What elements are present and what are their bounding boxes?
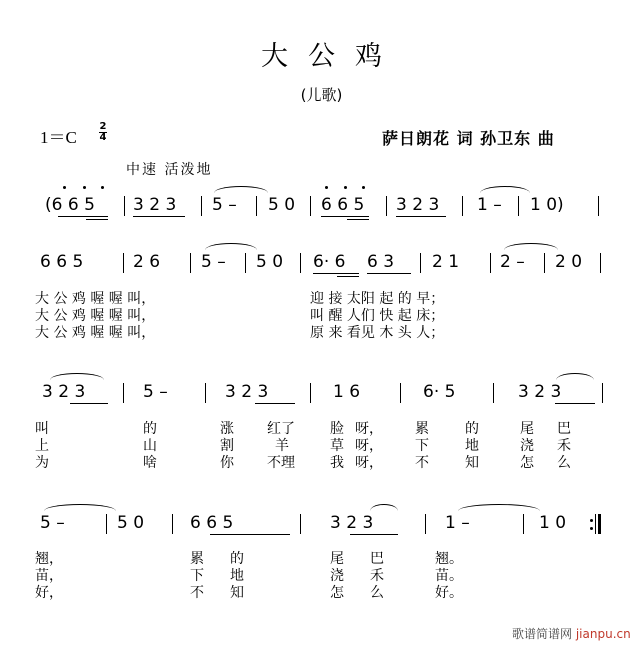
measure: 1 0: [539, 513, 567, 533]
measure: 6 6 5: [321, 195, 365, 215]
lyric-syllable: 知: [465, 455, 479, 471]
lyric-syllable: 呀，: [355, 421, 383, 437]
credits: 萨日朗花 词 孙卫东 曲: [382, 129, 555, 148]
lyric-syllable: 草: [330, 438, 344, 454]
lyric-syllable: 么: [370, 585, 384, 601]
lyric-syllable: 的: [143, 421, 157, 437]
watermark-url: jianpu.cn: [575, 627, 631, 641]
tempo-marking: 中速 活泼地: [126, 162, 213, 178]
lyric-syllable: 红了: [267, 421, 295, 437]
notation-line-4: [0, 513, 643, 543]
lyric-syllable: 巴: [370, 551, 384, 567]
measure: 2 –: [500, 252, 525, 272]
lyric-syllable: 的: [230, 551, 244, 567]
song-subtitle: (儿歌): [300, 86, 343, 104]
measure: 1 6: [333, 382, 361, 402]
lyric-syllable: 么: [557, 455, 571, 471]
lyric-syllable: 地: [465, 438, 479, 454]
measure: 5 0: [268, 195, 296, 215]
lyric-line: 大 公 鸡 喔 喔 叫，: [35, 308, 156, 324]
measure: 1 –: [445, 513, 470, 533]
lyric-syllable: 你: [220, 455, 234, 471]
time-signature-bottom: 4: [99, 132, 107, 143]
lyric-syllable: 下: [190, 568, 204, 584]
lyric-syllable: 地: [230, 568, 244, 584]
lyric-syllable: 怎: [330, 585, 344, 601]
lyric-syllable: 翘，: [35, 551, 63, 567]
key-signature: 1＝C: [40, 128, 77, 147]
measure: 6 6 5: [40, 252, 84, 272]
measure: 3 2 3: [133, 195, 177, 215]
measure: 6· 6: [313, 252, 346, 272]
lyric-syllable: 苗。: [435, 568, 463, 584]
lyric-line: 迎 接 太阳 起 的 早；: [310, 291, 445, 307]
lyric-syllable: 上: [35, 438, 49, 454]
measure: 5 0: [256, 252, 284, 272]
lyric-syllable: 尾: [520, 421, 534, 437]
time-signature: [99, 122, 107, 143]
measure: 3 2 3: [225, 382, 269, 402]
time-signature-top: 2: [99, 121, 107, 132]
lyric-syllable: 为: [35, 455, 49, 471]
measure: 5 –: [40, 513, 65, 533]
lyric-syllable: 割: [220, 438, 234, 454]
lyric-syllable: 呀，: [355, 438, 383, 454]
measure: 6· 5: [423, 382, 456, 402]
measure: 5 –: [201, 252, 226, 272]
notation-line-2: [0, 252, 643, 282]
watermark: [512, 625, 631, 642]
lyric-syllable: 知: [230, 585, 244, 601]
measure: 3 2 3: [518, 382, 562, 402]
lyrics-block-1: [35, 288, 635, 348]
lyric-syllable: 不: [415, 455, 429, 471]
lyric-syllable: 山: [143, 438, 157, 454]
lyric-syllable: 下: [415, 438, 429, 454]
lyric-syllable: 不理: [267, 455, 295, 471]
lyric-syllable: 啥: [143, 455, 157, 471]
lyric-syllable: 好，: [35, 585, 63, 601]
lyric-syllable: 浇: [330, 568, 344, 584]
measure: 3 2 3: [42, 382, 86, 402]
lyric-syllable: 翘。: [435, 551, 463, 567]
lyric-syllable: 累: [190, 551, 204, 567]
lyric-syllable: 禾: [557, 438, 571, 454]
measure: 6 6 5: [190, 513, 234, 533]
lyric-syllable: 浇: [520, 438, 534, 454]
lyric-syllable: 怎: [520, 455, 534, 471]
lyric-syllable: 尾: [330, 551, 344, 567]
lyric-syllable: 叫: [35, 421, 49, 437]
measure: 3 2 3: [396, 195, 440, 215]
measure: 2 6: [133, 252, 161, 272]
measure: 5 –: [143, 382, 168, 402]
lyric-line: 大 公 鸡 喔 喔 叫，: [35, 325, 156, 341]
lyric-syllable: 不: [190, 585, 204, 601]
lyric-syllable: 巴: [557, 421, 571, 437]
lyric-line: 原 来 看见 木 头 人；: [310, 325, 445, 341]
lyric-syllable: 羊: [275, 438, 289, 454]
measure: 6 3: [367, 252, 395, 272]
lyric-syllable: 呀，: [355, 455, 383, 471]
lyric-line: 叫 醒 人们 快 起 床；: [310, 308, 445, 324]
watermark-site: 歌谱简谱网: [512, 627, 573, 641]
measure: 1 –: [477, 195, 502, 215]
lyric-syllable: 涨: [220, 421, 234, 437]
lyric-syllable: 的: [465, 421, 479, 437]
lyrics-block-2: [35, 418, 635, 478]
notation-line-1: [0, 195, 643, 225]
lyric-syllable: 我: [330, 455, 344, 471]
lyric-line: 大 公 鸡 喔 喔 叫，: [35, 291, 156, 307]
measure: 2 1: [432, 252, 460, 272]
measure: (6 6 5: [45, 195, 95, 215]
lyric-syllable: 禾: [370, 568, 384, 584]
lyric-syllable: 累: [415, 421, 429, 437]
measure: 1 0): [530, 195, 564, 215]
measure: 5 0: [117, 513, 145, 533]
lyric-syllable: 脸: [330, 421, 344, 437]
lyric-syllable: 苗，: [35, 568, 63, 584]
measure: 3 2 3: [330, 513, 374, 533]
notation-line-3: [0, 382, 643, 412]
measure: 5 –: [212, 195, 237, 215]
lyrics-block-3: [35, 548, 635, 608]
song-title: 大公鸡: [261, 41, 402, 72]
measure: 2 0: [555, 252, 583, 272]
lyric-syllable: 好。: [435, 585, 463, 601]
